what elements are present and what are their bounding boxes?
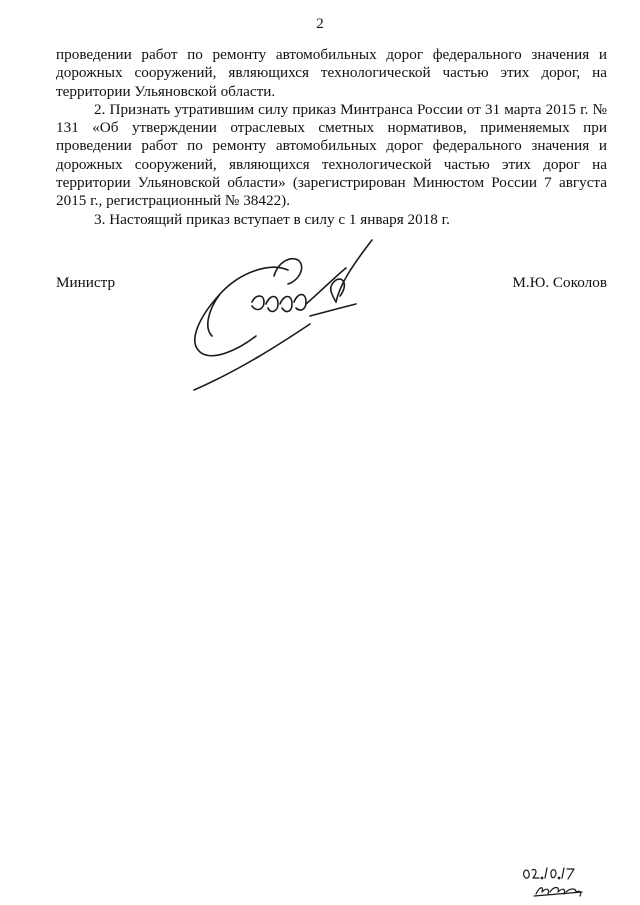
paragraph-item-3: 3. Настоящий приказ вступает в силу с 1 января 2018 г. bbox=[94, 210, 450, 228]
signer-name: М.Ю. Соколов bbox=[512, 274, 607, 291]
signer-title: Министр bbox=[56, 274, 116, 291]
paragraph-item-2: 2. Признать утратившим силу приказ Минтранса России от 31 марта 2015 г. № 131 «Об утверждении отраслевых сметных нормативов, применяемых при проведении работ по ремонту автомобильных дорог федерального значения и дорожных сооружений, являющихся технологической частью этих дорог на территории Ульяновской области» (зарегистрирован Минюстом России 7 августа 2015 г., регистрационный № 38422). bbox=[56, 100, 607, 210]
page-number: 2 bbox=[316, 16, 324, 32]
handwritten-date-note bbox=[520, 862, 600, 900]
paragraph-continuation: проведении работ по ремонту автомобильных дорог федерального значения и дорожных сооружений, являющихся технологической частью этих дорог, на территории Ульяновской области. bbox=[56, 46, 607, 100]
document-body bbox=[56, 46, 607, 229]
handwritten-signature bbox=[160, 232, 390, 402]
